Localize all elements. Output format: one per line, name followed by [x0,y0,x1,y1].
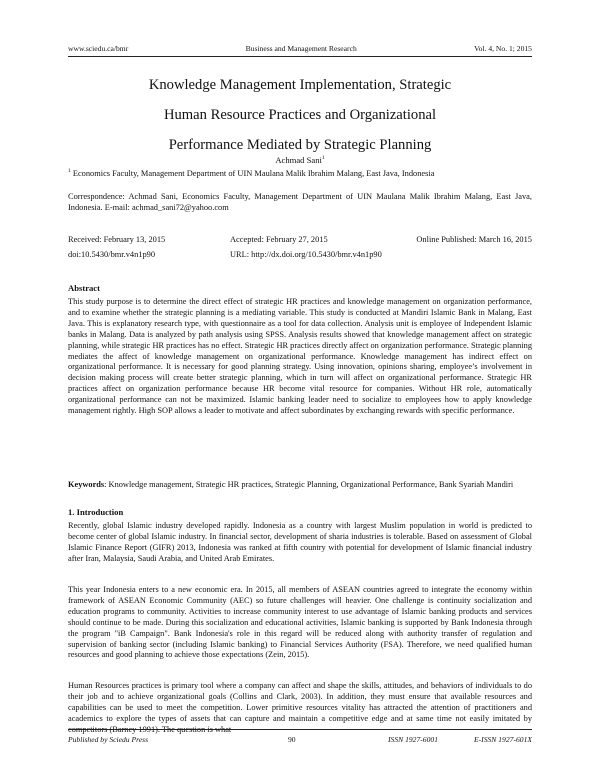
journal-volume: Vol. 4, No. 1; 2015 [474,44,532,53]
received-date: Received: February 13, 2015 [68,235,166,244]
running-header [68,44,532,53]
doi: doi:10.5430/bmr.v4n1p90 [68,250,156,259]
affiliation [68,168,532,178]
eissn: E-ISSN 1927-601X [474,735,532,744]
footer-divider [68,729,532,730]
issn: ISSN 1927-6001 [388,735,438,744]
paper-title [68,70,532,160]
keywords [68,480,532,491]
author-line [0,155,600,165]
author-name: Achmad Sani [275,155,322,165]
journal-url[interactable]: www.sciedu.ca/bmr [68,44,129,53]
abstract-text: This study purpose is to determine the direct effect of strategic HR practices and knowledge management on organization performance, and to examine whether the strategic planning is a mediating variable. This study is conducted at Mandiri Islamic Bank in Malang, East Java. This is explanatory research type, with questionnaire as a tool for data collection. Analysis unit is employee of Independent Islamic banks in Malang. Data is analyzed by path analysis using SPSS. Analysis results showed that knowledge management affect on strategic planning, while strategic HR practices has no effect. Strategic HR practices directly affect on organization performance. Strategic planning mediates the affect of knowledge management on organizational performance. Knowledge management has indirect effect on organizational performance. It is necessary for good planning strategy. Using innovation, opinions sharing, employee’s involvement in decision making process will create better strategic planning, which in turn will affect on organizational performance. Strategic HR practices affect on organization performance because HR become vital resource for companies. Without HR role, automatically organizational performance can not be maximized. Islamic banking leader need to socialize to employees how to apply knowledge management rightly. High SOP allows a leader to motivate and affect subordinates by exchanging rewards with specific performance. [68,297,532,416]
journal-name: Business and Management Research [245,44,357,53]
author-superscript: 1 [321,155,325,162]
title-line-3: Performance Mediated by Strategic Planning [168,137,432,153]
intro-paragraph-2: This year Indonesia enters to a new economic era. In 2015, all members of ASEAN countries agreed to integrate the economy within framework of ASEAN Economic Community (AEC) so future challenges will heavier. One challenge is continuity socialization and education programs to community. Activities to increase community interest to use advantage of Islamic banking products and services should continue to be made. During this socialization and educational activities, Islamic banking is supported by Bank Indonesia through the program "iB Campaign". Bank Indonesia's role in this regard will be reduced along with authority transfer of regulation and supervision of banking sector (including Islamic banking) to Financial Services Authority (FSA). Therefore, we need qualified human resources and good planning to achieve those expectations (Zein, 2015). [68,585,532,660]
affiliation-text: Economics Faculty, Management Department of UIN Maulana Malik Ibrahim Malang, East Java, Indonesia [72,168,435,178]
page-number: 90 [288,735,296,744]
intro-paragraph-1: Recently, global Islamic industry developed rapidly. Indonesia as a country with largest Muslim population in world is predicted to become center of global Islamic industry. In financial sector, development of sharia industries is tolerable. Based on assessment of Global Islamic Finance Report (GIFR) 2013, Indonesia was ranked at fifth country with potential for development of Islamic financial industry after Iran, Malaysia, Saudi Arabia, and United Arab Emirates. [68,521,532,563]
affiliation-superscript: 1 [68,168,71,174]
keywords-label: Keywords [68,480,105,489]
intro-paragraph-3: Human Resources practices is primary tool where a company can affect and shape the skills, attitudes, and behaviors of individuals to do their job and to achieve organizational goals (Collins and Clark, 2003). In addition, they must ensure that available resources and capabilities can be used to meet the competition. Lower primitive resources vitality has attracted the attention of practitioners and academics to explore the types of assets that can capture and maintain a competitive edge and at same time not easily imitated by competitors (Barney 1991). The question is what [68,681,532,734]
introduction-heading: 1. Introduction [68,507,124,517]
header-divider [68,56,532,57]
keywords-text: : Knowledge management, Strategic HR practices, Strategic Planning, Organizational Performance, Bank Syariah Mandiri [104,480,514,489]
doi-url[interactable]: URL: http://dx.doi.org/10.5430/bmr.v4n1p90 [230,250,382,259]
abstract-heading: Abstract [68,283,100,293]
accepted-date: Accepted: February 27, 2015 [230,235,328,244]
publisher: Published by Sciedu Press [68,735,149,744]
title-line-2: Human Resource Practices and Organizational [163,107,437,123]
published-date: Online Published: March 16, 2015 [416,235,532,244]
title-line-1: Knowledge Management Implementation, Strategic [148,77,452,93]
correspondence: Correspondence: Achmad Sani, Economics Faculty, Management Department of UIN Maulana Malik Ibrahim Malang, East Java, Indonesia. E-mail: achmad_sani72@yahoo.com [68,192,532,212]
